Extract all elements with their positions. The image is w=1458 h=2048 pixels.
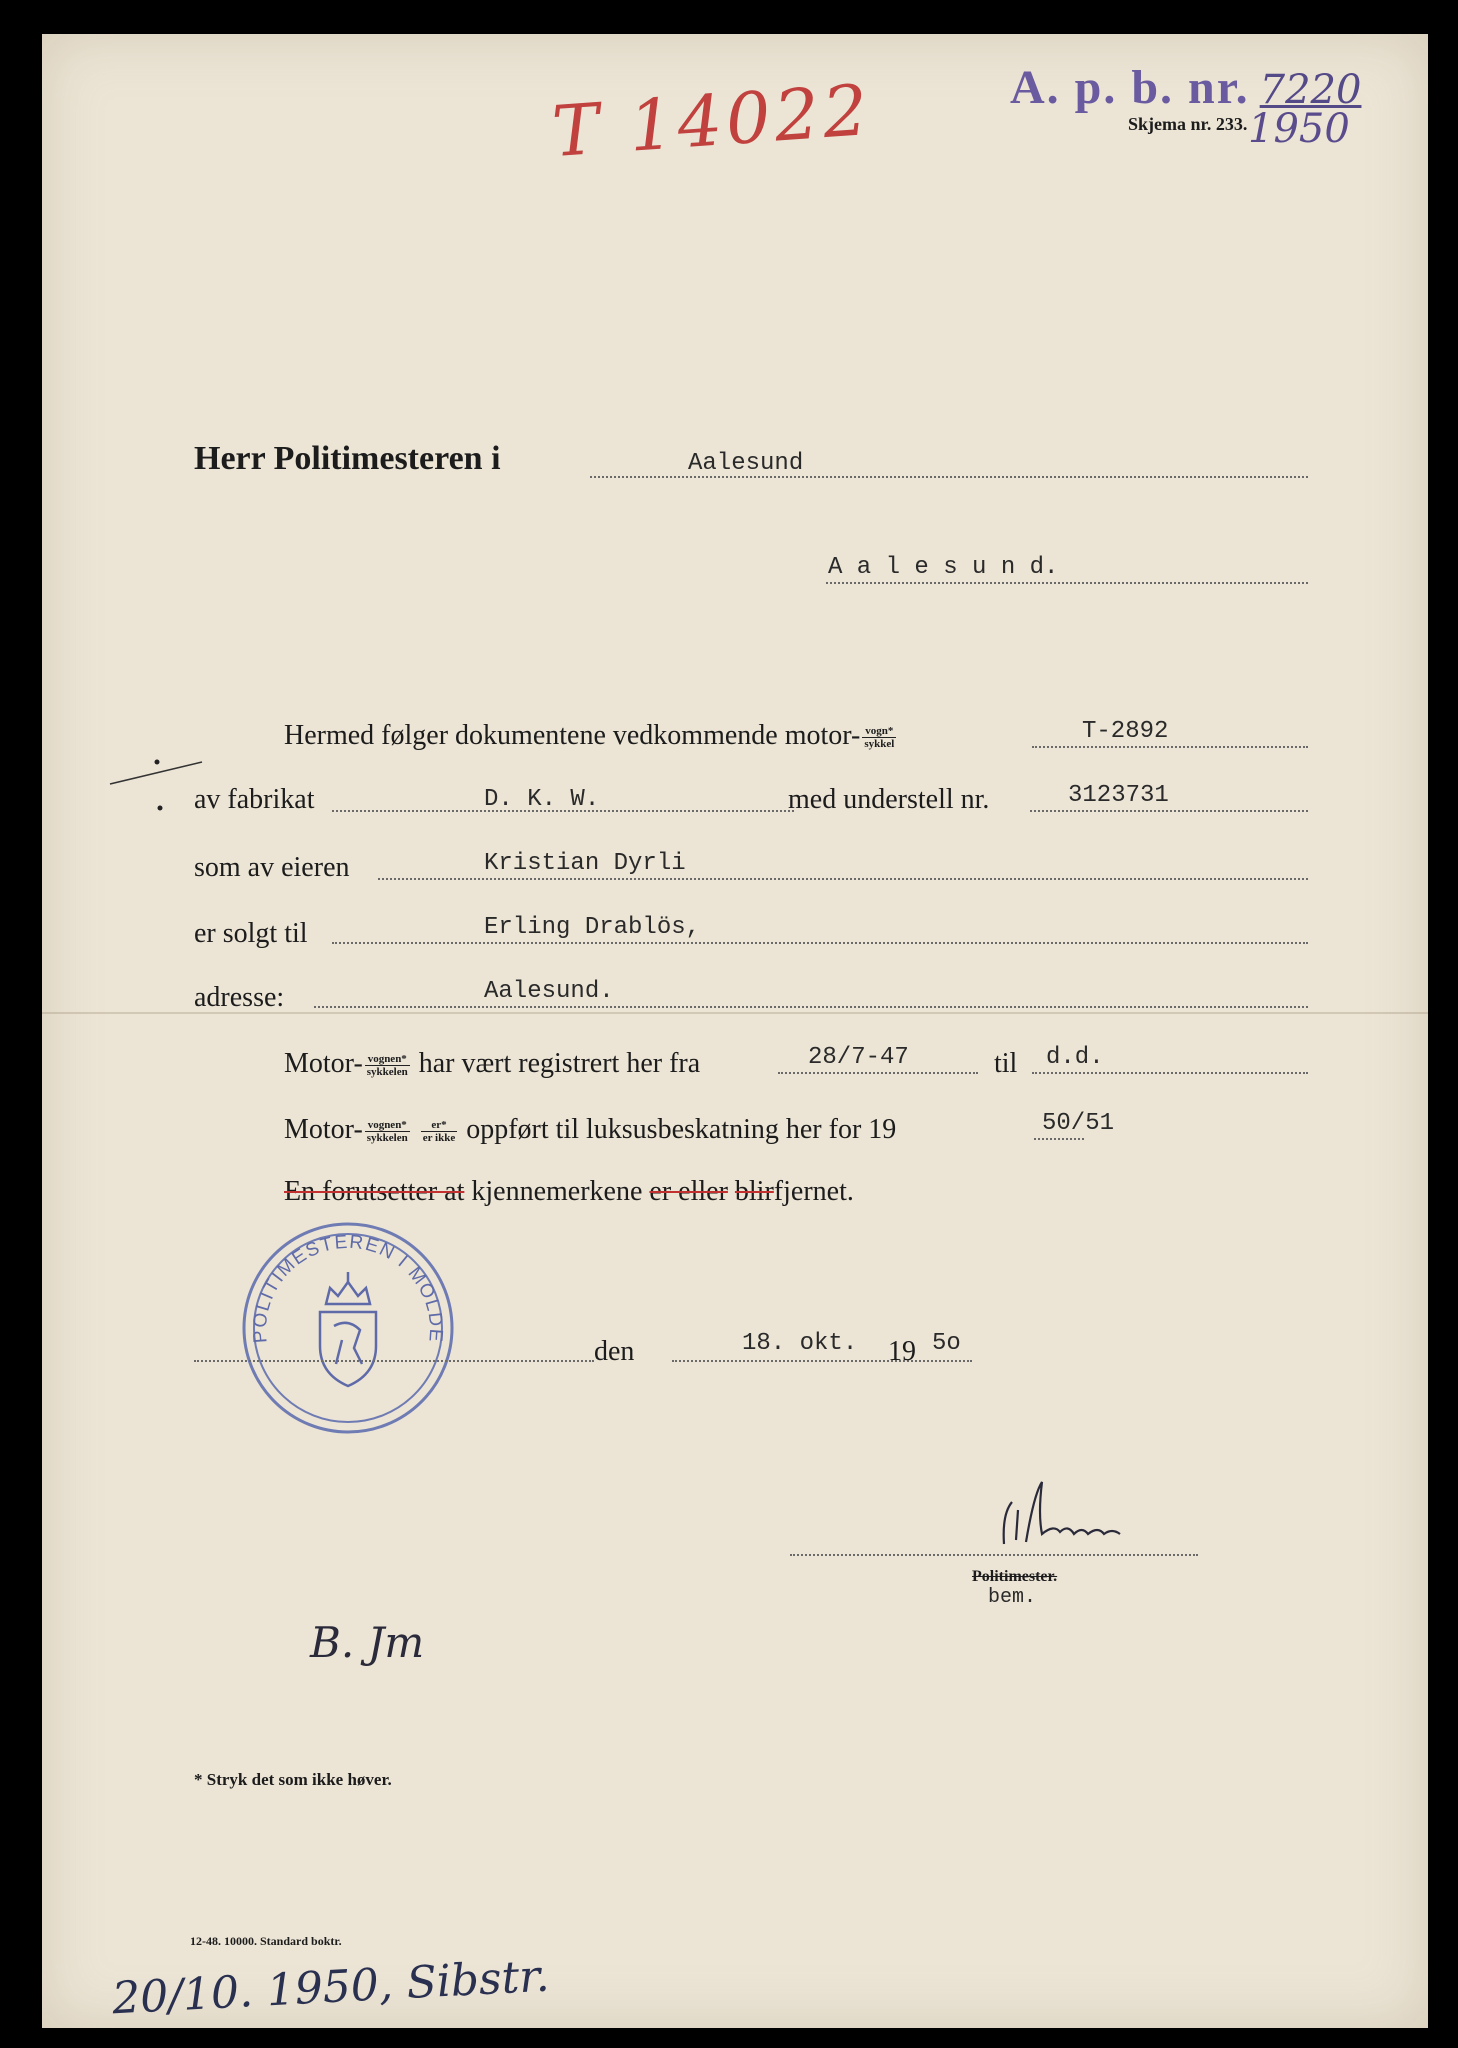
apb-year: 1950 — [1248, 106, 1350, 152]
handwritten-date: 20/10. 1950, Sibstr. — [110, 1950, 551, 2025]
understell-label: med understell nr. — [788, 784, 990, 815]
regfrom-dotline — [778, 1072, 978, 1074]
signature-dotline — [790, 1554, 1198, 1556]
understell-dotline — [1030, 810, 1308, 812]
regno-dotline — [1032, 746, 1308, 748]
adresse-dotline — [314, 1006, 1308, 1008]
frac3-top: vognen* — [365, 1119, 410, 1132]
lux-prefix: Motor- — [284, 1114, 363, 1145]
city-field: Aalesund — [688, 450, 804, 477]
motor-line — [284, 720, 898, 752]
lux-mid: oppført til luksusbeskatning her for 19 — [466, 1114, 897, 1145]
registered-from: 28/7-47 — [808, 1044, 909, 1071]
solgt-label: er solgt til — [194, 918, 308, 949]
er-erikke-fraction — [421, 1119, 458, 1144]
fabrikat-value: D. K. W. — [484, 786, 600, 813]
adresse-value: Aalesund. — [484, 978, 614, 1005]
adresse-label: adresse: — [194, 982, 285, 1013]
vognen-sykkelen-fraction — [365, 1053, 410, 1078]
handwritten-initials: B. Jm — [310, 1618, 425, 1667]
solgt-dotline — [332, 942, 1308, 944]
footnote: * Stryk det som ikke høver. — [194, 1770, 392, 1789]
place-dotline — [194, 1360, 594, 1362]
date-value: 18. okt. — [742, 1330, 858, 1357]
reg-mid: har vært registrert her fra — [418, 1048, 701, 1079]
frac4-top: er* — [421, 1119, 458, 1132]
motor-line-label: Hermed følger dokumentene vedkommende motor- — [284, 720, 861, 751]
document-paper — [42, 34, 1428, 2028]
luxury-year: 50/51 — [1042, 1110, 1115, 1137]
vognen-sykkelen-fraction-2 — [365, 1119, 410, 1144]
registration-number: T-2892 — [1082, 718, 1169, 745]
salutation: Herr Politimesteren i — [194, 440, 501, 477]
signature-title: Politimester. — [972, 1568, 1058, 1585]
removal-note — [284, 1176, 854, 1208]
eier-dotline — [378, 878, 1308, 880]
regto-dotline — [1032, 1072, 1308, 1074]
registered-to: d.d. — [1046, 1044, 1104, 1071]
til-label: til — [994, 1048, 1018, 1079]
printer-imprint: 12-48. 10000. Standard boktr. — [190, 1934, 342, 1948]
reg-prefix: Motor- — [284, 1048, 363, 1079]
eier-label: som av eieren — [194, 852, 350, 883]
red-reference: T 14022 — [549, 68, 875, 174]
apb-label: A. p. b. nr. — [1010, 61, 1250, 114]
note-strike-2: er eller — [649, 1176, 728, 1207]
frac1-bot: sykkel — [864, 738, 895, 751]
coat-of-arms-icon — [320, 1272, 376, 1386]
frac3-bot: sykkelen — [366, 1132, 408, 1145]
form-number: Skjema nr. 233. — [1128, 114, 1248, 134]
luxury-line — [284, 1114, 896, 1146]
eier-value: Kristian Dyrli — [484, 850, 686, 877]
frac4-bot: er ikke — [422, 1132, 456, 1145]
note-strike-1: En forutsetter at — [284, 1176, 465, 1207]
police-seal — [238, 1218, 458, 1438]
den-label: den — [594, 1336, 635, 1367]
date-dotline — [672, 1360, 972, 1362]
city-dotline — [826, 582, 1308, 584]
signature-bem: bem. — [988, 1586, 1037, 1609]
apb-number: 7220 — [1259, 67, 1362, 113]
vogn-sykkel-fraction — [862, 725, 896, 750]
registered-line — [284, 1048, 700, 1080]
year-prefix: 19 — [888, 1336, 916, 1367]
seal-text: POLITIMESTEREN I MOLDE — [249, 1231, 447, 1344]
frac2-bot: sykkelen — [366, 1066, 408, 1079]
understell-value: 3123731 — [1068, 782, 1169, 809]
note-mid: kjennemerkene — [471, 1176, 643, 1207]
frac2-top: vognen* — [365, 1053, 410, 1066]
year-suffix: 5o — [932, 1330, 961, 1357]
signature — [942, 1454, 1162, 1564]
note-end: fjernet. — [773, 1176, 854, 1207]
frac1-top: vogn* — [862, 725, 896, 738]
solgt-value: Erling Drablös, — [484, 914, 701, 941]
city-spaced: A a l e s u n d. — [828, 554, 1059, 581]
fabrikat-label: av fabrikat — [194, 784, 315, 815]
luxyear-dotline — [1034, 1138, 1084, 1140]
note-strike-3: blir — [734, 1176, 774, 1207]
